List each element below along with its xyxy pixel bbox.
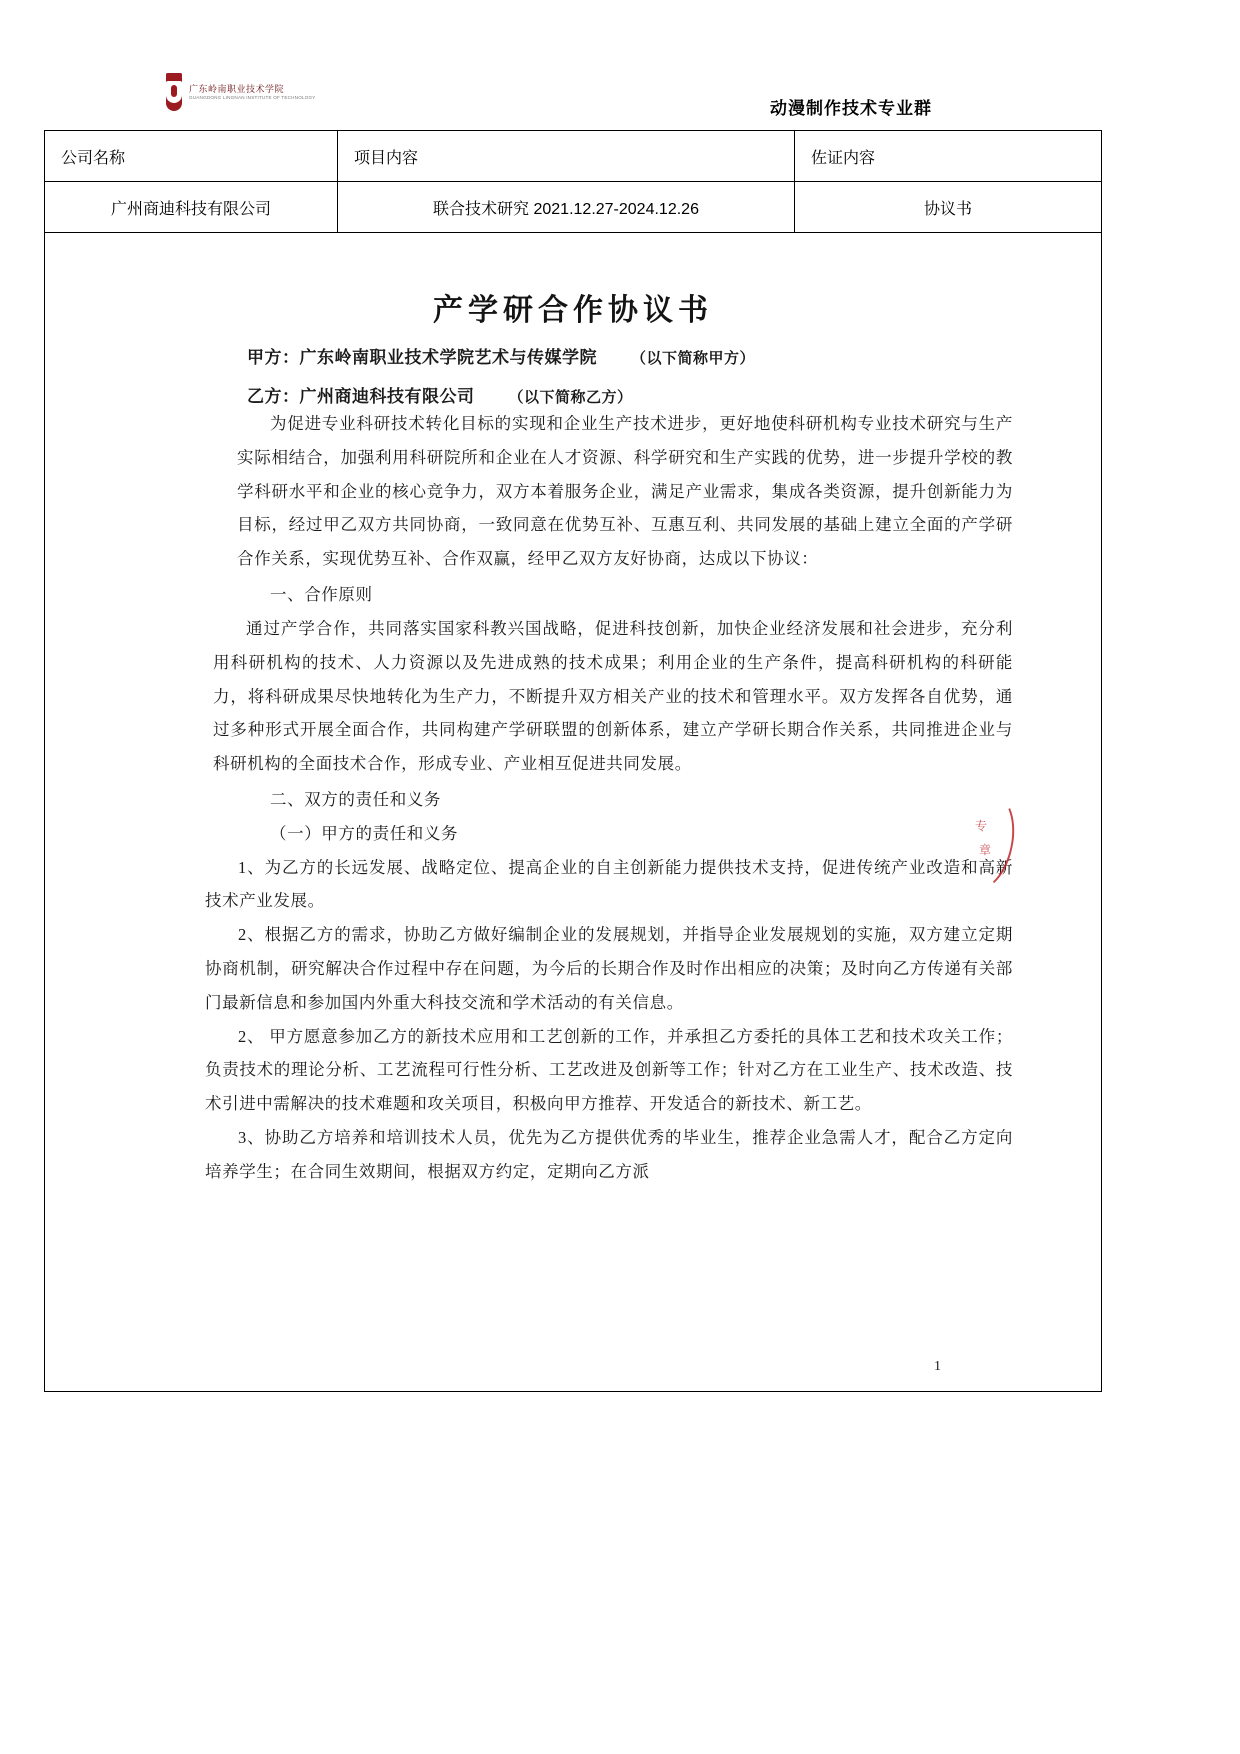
party-b-note: （以下简称乙方） xyxy=(508,390,633,406)
seal-glyph-2: 章 xyxy=(979,843,992,857)
party-a-text: 甲方：广东岭南职业技术学院艺术与传媒学院 xyxy=(247,348,597,367)
cell-project: 联合技术研究 2021.12.27-2024.12.26 xyxy=(338,182,795,233)
section2-subtitle: （一）甲方的责任和义务 xyxy=(270,823,459,843)
section2-title: 二、双方的责任和义务 xyxy=(270,789,441,809)
agreement-title: 产学研合作协议书 xyxy=(433,294,713,327)
column-header-project: 项目内容 xyxy=(338,131,795,182)
party-a-line xyxy=(247,343,1101,368)
section1-body: 通过产学合作，共同落实国家科教兴国战略，促进科技创新，加快企业经济发展和社会进步，充分利用科研机构的技术、人力资源以及先进成熟的技术成果；利用企业的生产条件，提高科研机构的科研能力，将科研成果尽快地转化为生产力，不断提升双方相关产业的技术和管理水平。双方发挥各自优势，通过多种形式开展全面合作，共同构建产学研联盟的创新体系，建立产学研长期合作关系，共同推进企业与科研机构的全面技术合作，形成专业、产业相互促进共同发展。 xyxy=(213,618,1013,774)
preamble-paragraph: 为促进专业科研技术转化目标的实现和企业生产技术进步，更好地使科研机构专业技术研究与生产实际相结合，加强利用科研院所和企业在人才资源、科学研究和生产实践的优势，进一步提升学校的教学科研水平和企业的核心竞争力，双方本着服务企业，满足产业需求，集成各类资源，提升创新能力为目标，经过甲乙双方共同协商，一致同意在优势互补、互惠互利、共同发展的基础上建立全面的产学研合作关系，实现优势互补、合作双赢，经甲乙双方友好协商，达成以下协议： xyxy=(237,414,1013,569)
party-b-text: 乙方：广州商迪科技有限公司 xyxy=(247,387,475,406)
obligation-item-4: 3、协助乙方培养和培训技术人员，优先为乙方提供优秀的毕业生，推荐企业急需人才，配合乙方定向培养学生；在合同生效期间，根据双方约定，定期向乙方派 xyxy=(205,1128,1013,1181)
party-a-note: （以下简称甲方） xyxy=(631,351,756,367)
shield-logo-icon xyxy=(166,73,182,111)
table-row xyxy=(45,182,1102,233)
column-header-company: 公司名称 xyxy=(45,131,338,182)
header-title: 动漫制作技术专业群 xyxy=(770,99,932,118)
logo-name-cn: 广东岭南职业技术学院 xyxy=(189,83,285,94)
cell-company: 广州商迪科技有限公司 xyxy=(45,182,338,233)
evidence-table xyxy=(44,130,1102,1392)
seal-glyph-1: 专 xyxy=(975,819,988,833)
page-number: 1 xyxy=(934,1359,941,1374)
obligation-item-3: 2、 甲方愿意参加乙方的新技术应用和工艺创新的工作，并承担乙方委托的具体工艺和技术攻关工作；负责技术的理论分析、工艺流程可行性分析、工艺改进及创新等工作；针对乙方在工业生产、技术改造、技术引进中需解决的技术难题和攻关项目，积极向甲方推荐、开发适合的新技术、新工艺。 xyxy=(205,1026,1013,1114)
cell-evidence: 协议书 xyxy=(795,182,1102,233)
logo-name-en: GUANGDONG LINGNAN INSTITUTE OF TECHNOLOGY xyxy=(189,94,316,100)
school-logo xyxy=(166,66,316,118)
obligation-item-1: 1、为乙方的长远发展、战略定位、提高企业的自主创新能力提供技术支持，促进传统产业改造和高新技术产业发展。 xyxy=(205,857,1013,911)
party-b-line xyxy=(247,382,1101,407)
column-header-evidence: 佐证内容 xyxy=(795,131,1102,182)
table-header-row xyxy=(45,131,1102,182)
scanned-agreement xyxy=(45,233,1101,1391)
page-header xyxy=(44,64,1050,126)
obligation-item-2: 2、根据乙方的需求，协助乙方做好编制企业的发展规划，并指导企业发展规划的实施，双方建立定期协商机制，研究解决合作过程中存在问题，为今后的长期合作及时作出相应的决策；及时向乙方传递有关部门最新信息和参加国内外重大科技交流和学术活动的有关信息。 xyxy=(205,925,1013,1012)
section1-title: 一、合作原则 xyxy=(270,585,373,605)
table-document-row xyxy=(45,233,1102,1392)
logo-text xyxy=(189,84,316,101)
scanned-document-cell xyxy=(45,233,1102,1392)
